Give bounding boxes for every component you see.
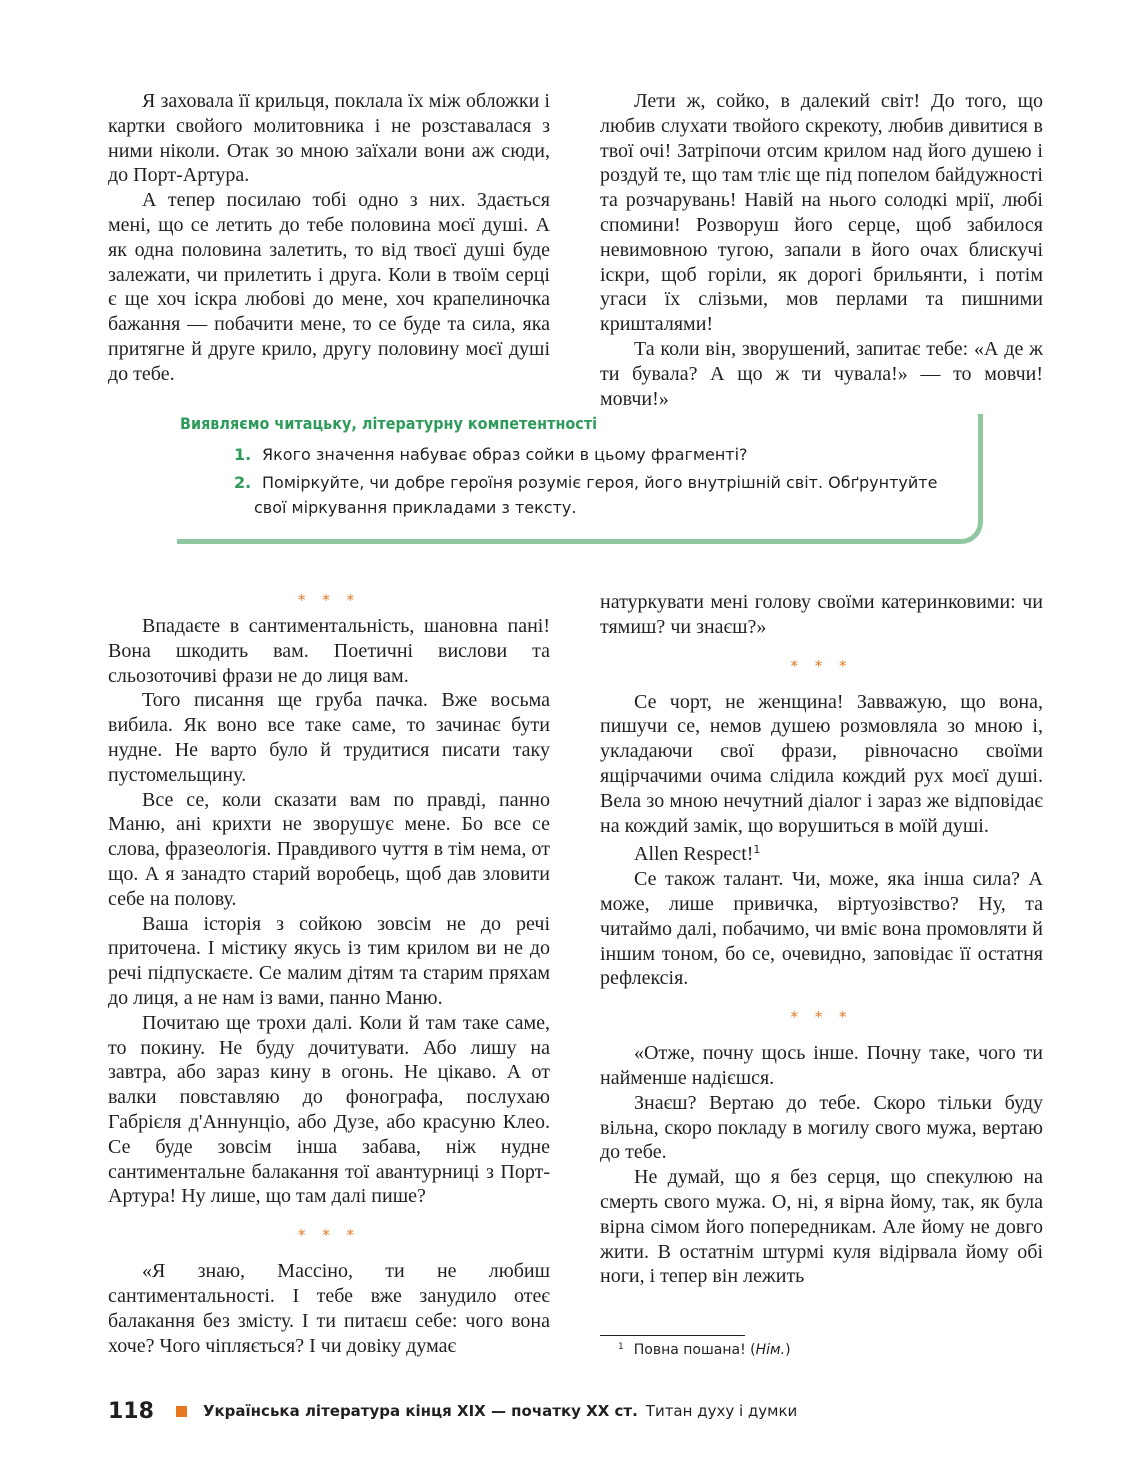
paragraph: Не думай, що я без серця, що спекулюю на смерть свого мужа. О, ні, я вірна йому, так, як була вірна сімом його попередникам. Але йому не довго жити. В остатнім штурмі куля відірвала йому обі ноги, і тепер він лежить (600, 1166, 1043, 1288)
page-footer (108, 1396, 797, 1426)
paragraph: А тепер посилаю тобі одно з них. Здається мені, що се летить до тебе половина моєї душі. А як одна половина залетить, то від твоєї душі буде залежати, чи прилетить і друга. Коли в твоїм серці є ще хоч іскра любові до мене, хоч крапелиночка бажання — побачити мене, то се буде та сила, яка притягне й друге крило, другу половину моєї душі до тебе. (108, 189, 550, 385)
paragraph: Лети ж, сойко, в далекий світ! До того, що любив слухати твойого скрекоту, любив дивитися в твої очі! Затріпочи отсим крилом над його душею і роздуй те, що там тліє ще під попелом байдужності та розчарувань! Навій на нього солодкі мрії, любі спомини! Розворуш його серце, щоб забилося невимовною тугою, запали в його очах блискучі іскри, щоб горіли, як дорогі брильянти, і потім угаси їх слізьми, мов перлами та пишними кришталями! (600, 90, 1043, 336)
paragraph: «Я знаю, Массіно, ти не любиш сантиментальності. І тебе вже занудило отеє балакання без змісту. І ти питаєш себе: чого вона хоче? Чого чіпляється? І чи довіку думає (108, 1260, 550, 1357)
page-number: 118 (108, 1398, 154, 1424)
questions-title: Виявляємо читацьку, літературну компетентності (180, 414, 598, 433)
question-number: 2. (234, 473, 252, 492)
bottom-left-column (108, 591, 550, 1358)
section-divider-stars: * * * (790, 1008, 853, 1027)
top-left-column (108, 89, 550, 387)
paragraph: «Отже, почну щось інше. Почну таке, чого ти найменше надієшся. (600, 1042, 1043, 1089)
footnote-divider (600, 1335, 745, 1336)
top-right-column (600, 89, 1043, 411)
orange-square-icon (176, 1406, 187, 1417)
paragraph: Того писання ще груба пачка. Вже восьма вибила. Як воно все таке саме, то зачинає бути нудне. Не варто було й трудитися писати таку пустомельщину. (108, 689, 550, 786)
section-divider-stars: * * * (297, 1226, 361, 1245)
paragraph: Почитаю ще трохи далі. Коли й там таке саме, то покину. Не буду дочитувати. Або лишу на завтра, або зараз кину в огонь. Не цікаво. А от валки повставляю до фонографа, послухаю Габрієля д'Аннунціо, або Дузе, або красуню Клео. Се буде зовсім інша забава, ніж нудне сантиментальне балакання тої авантурниці з Порт-Артура! Ну лише, що там далі пише? (108, 1011, 550, 1208)
paragraph: Я заховала її крильця, поклала їх між обложки і картки свойого молитовника і не розставалася з ними ніколи. Отак зо мною заїхали вони аж сюди, до Порт-Артура. (108, 90, 550, 187)
paragraph: Та коли він, зворушений, запитає тебе: «А де ж ти бувала? А що ж ти чувала!» — то мовчи! мовчи!» (600, 337, 1043, 410)
paragraph: Все се, коли сказати вам по правді, панно Маню, ані крихти не зворушує мене. Бо все се слова, фразеологія. Правдивого чуття в тім нема, от що. А я занадто старий воробець, щоб дав зловити себе на полову. (108, 788, 550, 910)
book-title: Українська література кінця ХІХ — початку ХХ ст. (202, 1402, 638, 1420)
paragraph: Ваша історія з сойкою зовсім не до речі приточена. І містику якусь із тим крилом ви не до речі підпускаєте. Се малим дітям та старим пряхам до лиця, а не нам із вами, панно Маню. (108, 912, 550, 1009)
chapter-title: Титан духу і думки (645, 1402, 798, 1420)
questions-box (177, 414, 983, 544)
footnote-text: Повна пошана! ( (633, 1342, 756, 1358)
question-item (234, 442, 974, 467)
footnote (618, 1342, 791, 1358)
paragraph: Впадаєте в сантиментальність, шановна пані! Вона шкодить вам. Поетичні вислови та сльозоточиві фрази не до лиця вам. (108, 615, 550, 687)
paragraph: Се також талант. Чи, може, яка інша сила? А може, лише привичка, віртуозівство? Ну, та читаймо далі, побачимо, чи вміє вона промовляти й іншим тоном, бо се, очевидно, заповідає її остатня рефлексія. (600, 868, 1043, 990)
paragraph: Знаєш? Вертаю до тебе. Скоро тільки буду вільна, скоро покладу в могилу свого мужа, вертаю до тебе. (600, 1091, 1043, 1164)
paragraph (600, 838, 1043, 867)
section-divider-stars: * * * (297, 591, 361, 609)
question-number: 1. (234, 445, 252, 464)
footnote-language: Нім. (755, 1342, 786, 1358)
footnote-close: ) (785, 1342, 791, 1358)
bottom-right-column (600, 590, 1043, 1289)
question-item (234, 470, 974, 520)
footnote-mark: 1 (618, 1342, 624, 1352)
footnote-reference: 1 (753, 843, 761, 857)
question-text: Поміркуйте, чи добре героїня розуміє героя, його внутрішній світ. Обґрунтуйте (262, 473, 938, 492)
question-text: Якого значення набуває образ сойки в цьому фрагменті? (262, 445, 748, 464)
paragraph-continuation: натуркувати мені голову своїми катеринковими: чи тямиш? чи знаєш?» (600, 591, 1043, 638)
question-text-continued: свої міркування прикладами з тексту. (254, 498, 577, 517)
exclamation-text: Allen Respect! (634, 843, 754, 866)
section-divider-stars: * * * (790, 656, 853, 675)
paragraph: Се чорт, не женщина! Завважую, що вона, пишучи се, немов душею розмовляла зо мною і, укладаючи свої фрази, рівночасно своїми ящірчачими очима слідила кождий рух моєї душі. Вела зо мною нечутний діалог і зараз же відповідає на кождий замік, що ворушиться в моїй душі. (600, 690, 1043, 837)
